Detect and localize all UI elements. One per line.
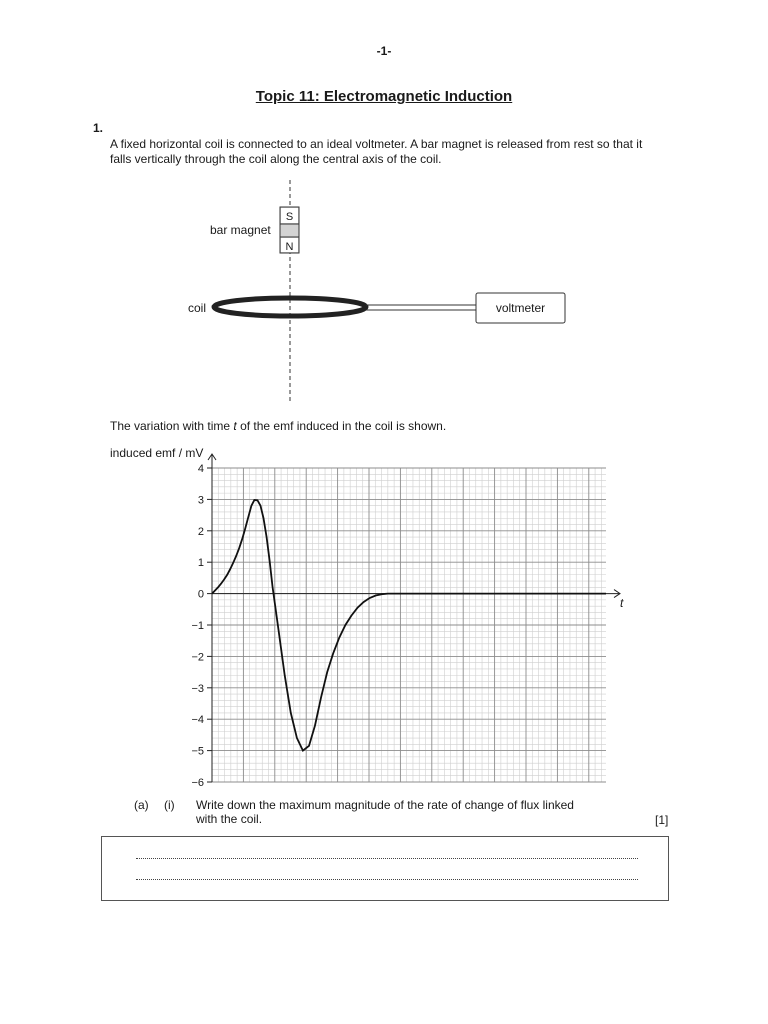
answer-line[interactable] <box>136 879 638 880</box>
y-ticks <box>191 463 212 789</box>
north-pole-label: N <box>285 241 294 253</box>
graph-intro: The variation with time t of the emf induced in the coil is shown. <box>110 419 447 433</box>
y-tick-label: −1 <box>191 620 204 632</box>
y-tick-label: −5 <box>191 745 204 758</box>
y-tick-label: 2 <box>197 525 204 538</box>
sub-question-text: Write down the maximum magnitude of the rate of change of flux linked with the coil. <box>196 798 574 826</box>
answer-line[interactable] <box>136 858 638 859</box>
y-tick-label: −3 <box>191 682 204 695</box>
part-label: (a) <box>134 798 149 812</box>
y-axis-label: induced emf / mV <box>110 446 204 460</box>
y-tick-label: 4 <box>197 463 204 475</box>
major-grid <box>212 468 606 782</box>
voltmeter-label: voltmeter <box>495 301 546 315</box>
y-tick-label: 1 <box>197 557 204 570</box>
sub-part-label: (i) <box>164 798 175 812</box>
coil-label: coil <box>188 301 207 315</box>
y-tick-label: −2 <box>191 651 204 664</box>
marks-label: [1] <box>655 813 669 827</box>
y-tick-label: 3 <box>197 494 204 507</box>
magnet-label: bar magnet <box>210 223 271 237</box>
y-tick-label: 0 <box>197 588 204 601</box>
y-tick-label: −6 <box>191 777 204 789</box>
x-axis-label: t <box>620 596 624 610</box>
page-number: -1- <box>376 44 392 58</box>
question-text: A fixed horizontal coil is connected to an ideal voltmeter. A bar magnet is released from rest so that it falls vertically through the coil along the central axis of the coil. <box>110 137 643 166</box>
answer-box[interactable] <box>101 836 669 901</box>
y-tick-label: −4 <box>191 714 204 727</box>
page-title: Topic 11: Electromagnetic Induction <box>255 88 513 105</box>
emf-graph <box>100 440 640 790</box>
apparatus-diagram <box>170 175 590 405</box>
south-pole-label: S <box>285 211 294 223</box>
axes <box>208 454 620 782</box>
question-number: 1. <box>93 121 104 135</box>
